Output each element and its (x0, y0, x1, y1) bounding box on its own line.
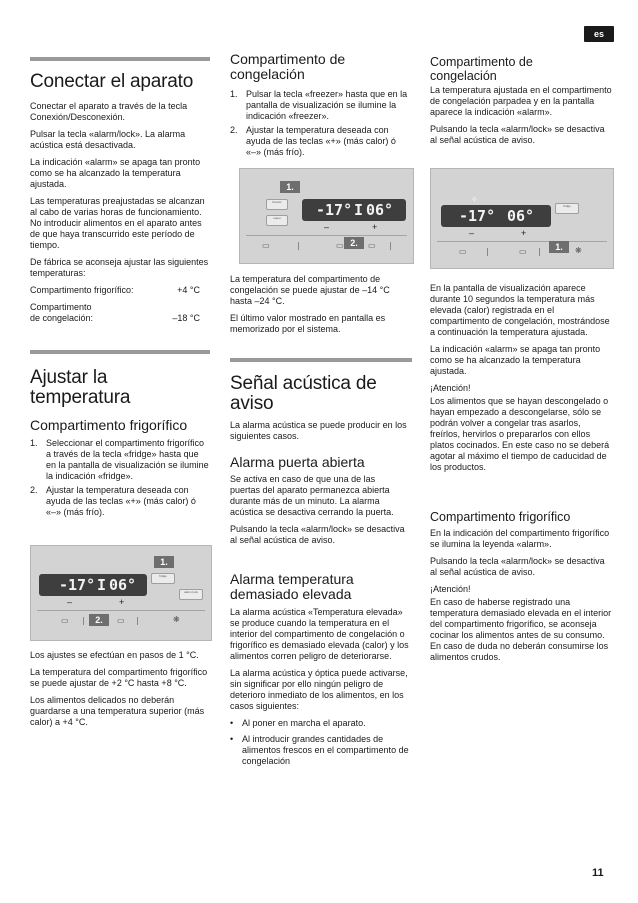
display-temp-left: -17° (316, 201, 353, 219)
paragraph: Pulsando la tecla «alarm/lock» se desactiva al señal acústica de aviso. (430, 556, 605, 577)
bottle-icon: ▭ (336, 241, 344, 250)
temp-fridge-label: Compartimento frigorífico: (30, 285, 134, 295)
alarm-lock-button[interactable]: alarm lock (179, 589, 203, 600)
paragraph: Se activa en caso de que una de las puertas del aparato permanezca abierta durante más de un minuto. La alarma acústica se desactiva cerrando la puerta. (230, 474, 394, 517)
list-item-text: Al introducir grandes cantidades de alimentos frescos en el compartimento de congelación (242, 734, 409, 766)
paragraph: El último valor mostrado en pantalla es memorizado por el sistema. (230, 313, 386, 334)
fan-icon: ❋ (575, 246, 582, 255)
control-panel-illustration (30, 545, 212, 641)
paragraph: La temperatura del compartimento de congelación se puede ajustar de –14 °C hasta –24 °C. (230, 274, 390, 306)
heading-connect: Conectar el aparato (30, 71, 194, 92)
paragraph: Los alimentos delicados no deberán guardarse a una temperatura superior (más calor) a +4 °C. (30, 695, 205, 727)
plus-button[interactable]: + (372, 222, 378, 232)
list-item (230, 734, 412, 767)
freezer-alarm-text (430, 85, 612, 152)
attention-text: En caso de haberse registrado una temperatura demasiado elevada en el interior del compartimento frigorífico, se aconseja cocinar los alimentos antes de su consumo. En caso de duda no deberán consumirse los alimentos crudos. (430, 597, 612, 662)
step-item: 1. Pulsar la tecla «freezer» hasta que en la pantalla de visualización se ilumine la indicación «freezer». (230, 89, 408, 121)
paragraph: Conectar el aparato a través de la tecla Conexión/Desconexión. (30, 101, 188, 122)
heading-temp-alarm: Alarma temperatura demasiado elevada (230, 571, 354, 602)
door-alarm-text (230, 474, 406, 552)
attention-text: Los alimentos que se hayan descongelado o hayan empezado a descongelarse, sólo se podrán volver a congelar tras asarlos, freírlos, hervirlos o prepararlos con ellos platos cocinados. En este caso no se deberá agotar al máximo el tiempo de caducidad de los productos. (430, 396, 610, 472)
section-rule (30, 57, 210, 61)
icon-strip (246, 235, 407, 236)
freezer-button[interactable]: freezer (266, 199, 288, 210)
control-panel-illustration (239, 168, 414, 264)
temp-freezer-row (30, 302, 210, 324)
fan-icon: ❋ (173, 615, 180, 624)
temperature-display (302, 199, 406, 221)
heading-freezer: Compartimento de congelación (230, 51, 346, 82)
display-temp-left: -17° (459, 207, 496, 225)
paragraph: En la indicación del compartimento frigorífico se ilumina la leyenda «alarm». (430, 528, 610, 549)
temp-freezer-value: –18 °C (172, 313, 200, 323)
temp-freezer-label (30, 302, 93, 324)
bullet: • (230, 734, 234, 744)
alarm-intro: La alarma acústica se puede producir en los siguientes casos. (230, 420, 407, 441)
paragraph: La alarma acústica «Temperatura elevada» se produce cuando la temperatura en el interior del compartimento de congelación o frigorífico es demasiado elevada (calor) y los alimentos corren peligro de deteriorarse. (230, 607, 409, 661)
display-temp-right: 06° (507, 207, 535, 225)
fridge-after-text (30, 650, 210, 734)
alarm-cases-list (230, 718, 412, 767)
callout-1: 1. (280, 181, 300, 193)
step-text: Ajustar la temperatura deseada con ayuda de las teclas «+» (más calor) ó «–» (más frío). (246, 125, 396, 157)
step-text: Ajustar la temperatura deseada con ayuda de las teclas «+» (más calor) ó «–» (más frío). (46, 485, 196, 517)
bottle-icon: ▭ (117, 616, 125, 625)
section-rule (230, 358, 412, 362)
fridge-button[interactable]: fridge (555, 203, 579, 214)
temperature-display (39, 574, 147, 596)
divider (487, 248, 488, 256)
paragraph: Pulsando la tecla «alarm/lock» se desactiva al señal acústica de aviso. (230, 524, 405, 545)
language-tab: es (584, 26, 614, 42)
display-temp-right: 06° (366, 201, 394, 219)
fridge-button[interactable]: fridge (151, 573, 175, 584)
fridge-steps (30, 438, 210, 521)
callout-1: 1. (549, 241, 569, 253)
display-separator: I (97, 576, 107, 594)
divider (83, 617, 84, 625)
step-text: Seleccionar el compartimento frigorífico a través de la tecla «fridge» hasta que en la pantalla de visualización se ilumine la indicación «fridge». (46, 438, 209, 481)
page-number: 11 (592, 867, 604, 879)
super-button[interactable]: super (266, 215, 288, 226)
minus-button[interactable]: – (324, 222, 330, 232)
connect-text (30, 101, 210, 324)
step-item: 2. Ajustar la temperatura deseada con ayuda de las teclas «+» (más calor) ó «–» (más frío). (230, 125, 396, 157)
display-separator: I (354, 201, 364, 219)
bottle-icon: ▭ (262, 241, 270, 250)
temp-fridge-value: +4 °C (177, 285, 200, 295)
heading-fridge: Compartimento frigorífico (30, 417, 188, 433)
step-item: 1. Seleccionar el compartimento frigorífico a través de la tecla «fridge» hasta que en la pantalla de visualización se ilumine la indicación «fridge». (30, 438, 209, 481)
temperature-display (441, 205, 551, 227)
minus-button[interactable]: – (469, 228, 475, 238)
icon-strip (37, 610, 205, 611)
paragraph: De fábrica se aconseja ajustar las siguientes temperaturas: (30, 257, 209, 278)
list-item-text: Al poner en marcha el aparato. (242, 718, 366, 728)
freezer-after-text (230, 274, 412, 341)
display-temp-left: -17° (59, 576, 96, 594)
paragraph: Las temperaturas preajustadas se alcanzan al cabo de varias horas de funcionamiento. No introducir alimentos en el aparato antes de que haya transcurrido este período de tiempo. (30, 196, 205, 250)
attention-label: ¡Atención! (430, 584, 471, 594)
paragraph: La temperatura ajustada en el compartimento de congelación parpadea y en la pantalla aparece la indicación «alarm». (430, 85, 612, 117)
plus-button[interactable]: + (119, 597, 125, 607)
section-rule (30, 350, 210, 354)
divider (390, 242, 391, 250)
paragraph: La temperatura del compartimento frigorífico se puede ajustar de +2 °C hasta +8 °C. (30, 667, 208, 688)
step-text: Pulsar la tecla «freezer» hasta que en la pantalla de visualización se ilumine la indicación «freezer». (246, 89, 408, 121)
paragraph: La indicación «alarm» se apaga tan pronto como se ha alcanzado la temperatura ajustada. (30, 157, 201, 189)
callout-1: 1. (154, 556, 174, 568)
step-item: 2. Ajustar la temperatura deseada con ayuda de las teclas «+» (más calor) ó «–» (más frío). (30, 485, 196, 517)
divider (298, 242, 299, 250)
list-item (230, 718, 412, 729)
fridge-alarm-text (430, 528, 612, 669)
heading-alarm: Señal acústica de aviso (230, 373, 377, 414)
bottle-icon: ▭ (368, 241, 376, 250)
temp-alarm-text (230, 607, 412, 772)
attention-label: ¡Atención! (430, 383, 471, 393)
callout-2: 2. (89, 614, 109, 626)
display-temp-right: 06° (109, 576, 137, 594)
temp-freezer-label-line2: de congelación: (30, 313, 94, 323)
bullet: • (230, 718, 234, 728)
temp-freezer-label-line1: Compartimento (30, 302, 92, 312)
freezer-steps (230, 89, 412, 161)
paragraph: Los ajustes se efectúan en pasos de 1 °C. (30, 650, 199, 660)
paragraph: Pulsar la tecla «alarm/lock». La alarma acústica está desactivada. (30, 129, 186, 150)
paragraph: La indicación «alarm» se apaga tan pronto como se ha alcanzado la temperatura ajustada. (430, 344, 601, 376)
control-panel-illustration (430, 168, 614, 269)
flashing-indicator-icon: ✧ (471, 195, 478, 204)
callout-2: 2. (344, 237, 364, 249)
temp-fridge-row (30, 285, 210, 296)
divider (539, 248, 540, 256)
heading-freezer-alarm: Compartimento de congelación (430, 55, 533, 83)
minus-button[interactable]: – (67, 597, 73, 607)
freezer-alarm-after (430, 283, 612, 479)
plus-button[interactable]: + (521, 228, 527, 238)
divider (137, 617, 138, 625)
heading-adjust: Ajustar la temperatura (30, 367, 131, 408)
bottle-icon: ▭ (519, 247, 527, 256)
bottle-icon: ▭ (61, 616, 69, 625)
paragraph: En la pantalla de visualización aparece durante 10 segundos la temperatura más elevada (calor) registrada en el compartimento de congelación, mostrándose a continuación la temperatura ajustada. (430, 283, 610, 337)
paragraph: La alarma acústica y óptica puede activarse, sin significar por ello ningún peligro de deterioro inmediato de los alimentos, en los casos siguientes: (230, 668, 408, 711)
bottle-icon: ▭ (459, 247, 467, 256)
heading-door-alarm: Alarma puerta abierta (230, 454, 365, 470)
icon-strip (437, 241, 607, 242)
heading-fridge-alarm: Compartimento frigorífico (430, 510, 571, 524)
paragraph: Pulsando la tecla «alarm/lock» se desactiva al señal acústica de aviso. (430, 124, 605, 145)
